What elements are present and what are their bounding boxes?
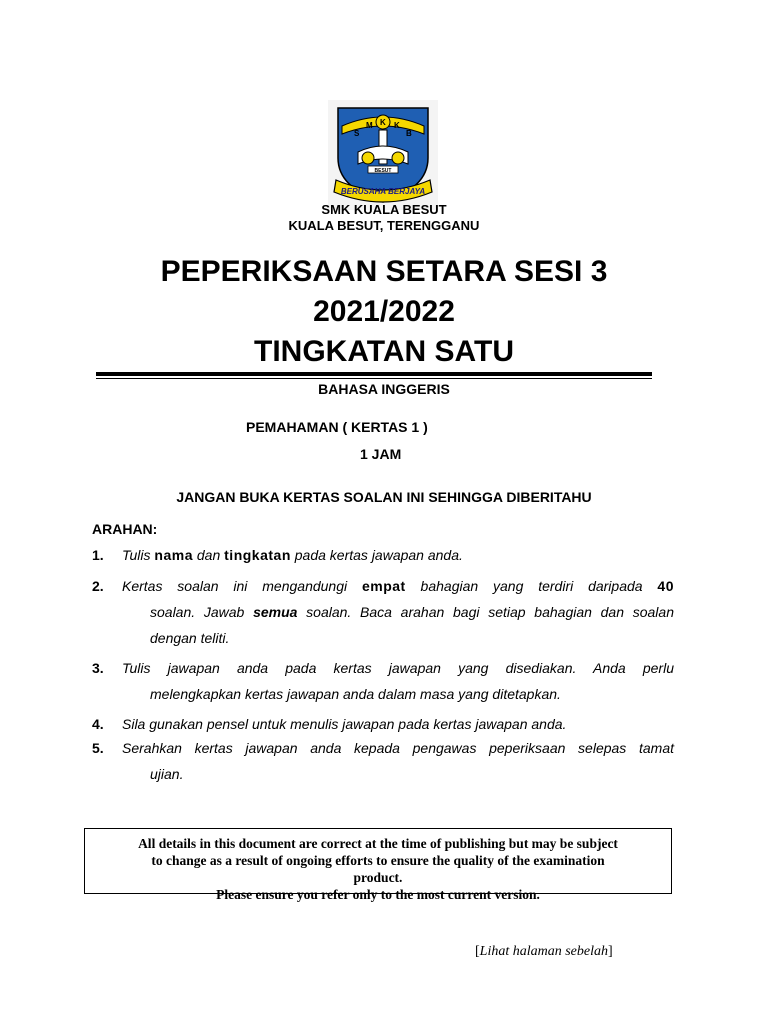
instruction-text: Kertas soalan ini mengandungi empat bahagian yang terdiri daripada 40	[122, 578, 674, 594]
exam-warning: JANGAN BUKA KERTAS SOALAN INI SEHINGGA DIBERITAHU	[176, 489, 592, 505]
instruction-text: Tulis nama dan tingkatan pada kertas jawapan anda.	[122, 547, 463, 563]
instruction-item	[92, 542, 674, 568]
exam-title	[0, 252, 768, 372]
instruction-number: 4.	[92, 716, 104, 732]
instruction-text: Sila gunakan pensel untuk menulis jawapan pada kertas jawapan anda.	[122, 716, 567, 732]
instruction-number: 2.	[92, 578, 104, 594]
instruction-text-continued: soalan. Jawab semua soalan. Baca arahan bagi setiap bahagian dan soalan dengan teliti.	[150, 604, 674, 646]
instruction-number: 5.	[92, 740, 104, 756]
exam-title-line1: PEPERIKSAAN SETARA SESI 3	[160, 255, 608, 288]
instruction-item	[92, 711, 674, 737]
instruction-item	[92, 655, 674, 707]
instruction-number: 3.	[92, 660, 104, 676]
page-turn-note: [Lihat halaman sebelah]	[475, 944, 613, 959]
page-turn-text: Lihat halaman sebelah	[479, 944, 609, 959]
notice-line: Please ensure you refer only to the most current version.	[216, 887, 540, 902]
notice-line: All details in this document are correct at the time of publishing but may be subject	[138, 836, 618, 851]
instruction-text: Tulis jawapan anda pada kertas jawapan yang disediakan. Anda perlu	[122, 660, 674, 676]
school-logo	[328, 100, 438, 210]
notice-box	[84, 828, 672, 902]
instruction-text: Serahkan kertas jawapan anda kepada pengawas peperiksaan selepas tamat	[122, 740, 674, 756]
title-rule-thin	[96, 378, 652, 379]
instruction-item	[92, 735, 674, 787]
exam-title-line2: 2021/2022	[313, 295, 455, 328]
instruction-text-continued: melengkapkan kertas jawapan anda dalam masa yang ditetapkan.	[150, 686, 561, 702]
logo-motto: BERUSAHA BERJAYA	[340, 187, 426, 196]
logo-letter-k: K	[380, 118, 386, 127]
logo-location: BESUT	[374, 168, 392, 174]
logo-letter-b: B	[406, 129, 412, 138]
instructions-heading: ARAHAN:	[92, 521, 158, 537]
notice-line: to change as a result of ongoing efforts to ensure the quality of the examination	[151, 853, 605, 868]
notice-line: product.	[353, 870, 403, 885]
title-rule-thick	[96, 372, 652, 376]
instruction-item	[92, 573, 674, 651]
logo-letter-m: M	[366, 121, 373, 130]
exam-duration: 1 JAM	[360, 446, 402, 462]
instruction-text-continued: ujian.	[150, 766, 184, 782]
logo-letter-s: S	[354, 129, 360, 138]
exam-paper: PEMAHAMAN ( KERTAS 1 )	[246, 419, 428, 435]
exam-subject: BAHASA INGGERIS	[318, 381, 450, 397]
logo-letter-k2: K	[394, 121, 400, 130]
instruction-number: 1.	[92, 547, 104, 563]
school-name: SMK KUALA BESUT	[321, 202, 447, 217]
school-address: KUALA BESUT, TERENGGANU	[288, 218, 480, 233]
school-header	[0, 202, 768, 234]
exam-title-line3: TINGKATAN SATU	[254, 335, 514, 368]
